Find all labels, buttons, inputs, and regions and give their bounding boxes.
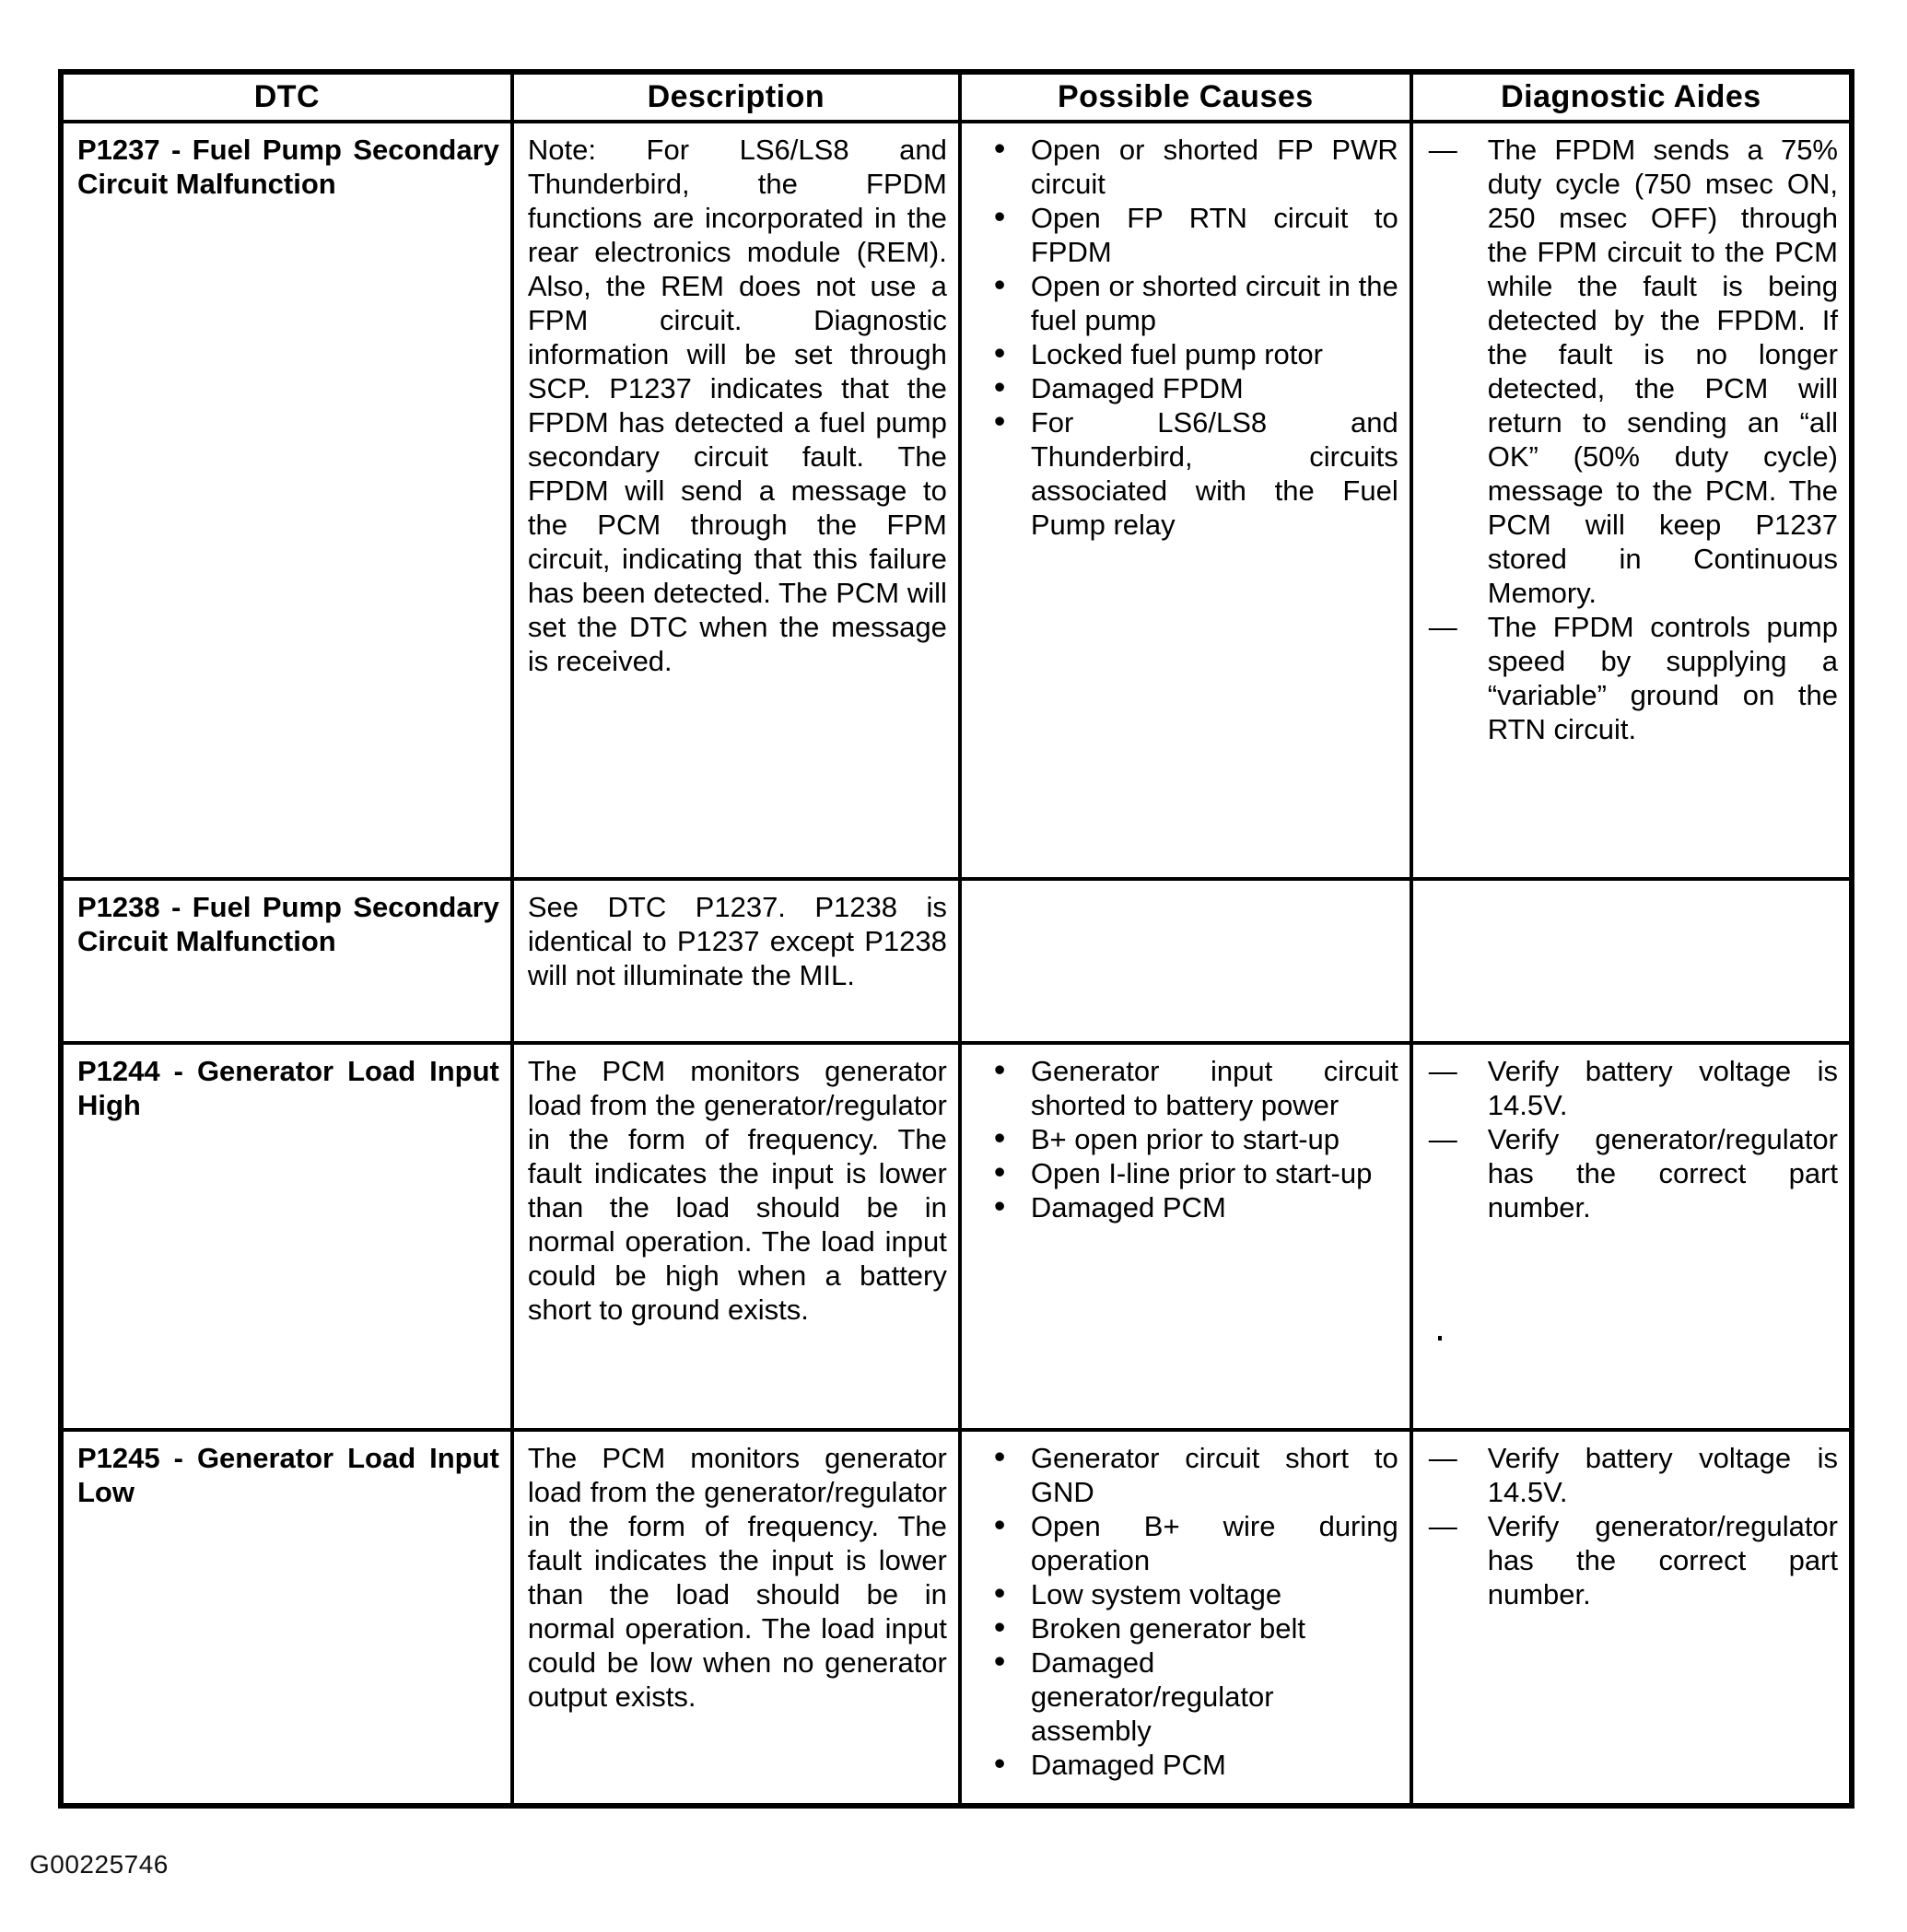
possible-causes-cell [960,1043,1411,1430]
cause-item: • Damaged generator/regulator assembly [1031,1645,1398,1748]
description-cell: See DTC P1237. P1238 is identical to P1237 except P1238 will not illuminate the MIL. [512,879,960,1043]
diagnostic-aides-cell [1411,1430,1852,1806]
cause-item: • Open or shorted circuit in the fuel pump [1031,269,1398,337]
cause-item: • B+ open prior to start-up [1031,1122,1398,1156]
description-cell: The PCM monitors generator load from the generator/regulator in the form of frequency. The fault indicates the input is lower than the load should be in normal operation. The load input could be low when no generator output exists. [512,1430,960,1806]
cause-item: • Locked fuel pump rotor [1031,337,1398,371]
dtc-table [58,69,1854,1809]
dtc-code-cell: P1245 - Generator Load Input Low [61,1430,512,1806]
cause-item: • Damaged PCM [1031,1190,1398,1224]
cause-item: • Damaged PCM [1031,1748,1398,1782]
header-diagnostic-aides: Diagnostic Aides [1411,72,1852,122]
aide-item: — Verify battery voltage is 14.5V. [1488,1054,1838,1122]
diagnostic-aides-cell [1411,879,1852,1043]
cause-item: • Generator input circuit shorted to battery power [1031,1054,1398,1122]
scan-artifact [1438,1336,1442,1341]
aide-item: — Verify battery voltage is 14.5V. [1488,1441,1838,1509]
dtc-code-cell: P1238 - Fuel Pump Secondary Circuit Malfunction [61,879,512,1043]
causes-list [976,1441,1398,1782]
aides-list [1427,1054,1838,1224]
header-dtc: DTC [61,72,512,122]
diagnostic-aides-cell [1411,1043,1852,1430]
causes-list [976,133,1398,542]
possible-causes-cell [960,1430,1411,1806]
cause-item: • For LS6/LS8 and Thunderbird, circuits associated with the Fuel Pump relay [1031,405,1398,542]
table-row [61,1430,1852,1806]
diagnostic-aides-cell [1411,122,1852,879]
causes-list [976,1054,1398,1224]
cause-item: • Generator circuit short to GND [1031,1441,1398,1509]
table-row [61,122,1852,879]
header-possible-causes: Possible Causes [960,72,1411,122]
dtc-code-cell: P1237 - Fuel Pump Secondary Circuit Malfunction [61,122,512,879]
cause-item: • Open B+ wire during operation [1031,1509,1398,1577]
cause-item: • Open I-line prior to start-up [1031,1156,1398,1190]
cause-item: • Open FP RTN circuit to FPDM [1031,201,1398,269]
figure-code: G00225746 [29,1850,169,1879]
table-header [61,72,1852,122]
table-row [61,1043,1852,1430]
aide-item: — The FPDM sends a 75% duty cycle (750 msec ON, 250 msec OFF) through the FPM circuit to the PCM while the fault is being detected by the FPDM. If the fault is no longer detected, the PCM will return to sending an “all OK” (50% duty cycle) message to the PCM. The PCM will keep P1237 stored in Continuous Memory. [1488,133,1838,610]
cause-item: • Open or shorted FP PWR circuit [1031,133,1398,201]
aide-item: — The FPDM controls pump speed by supplying a “variable” ground on the RTN circuit. [1488,610,1838,746]
possible-causes-cell [960,122,1411,879]
cause-item: • Damaged FPDM [1031,371,1398,405]
aides-list [1427,133,1838,746]
aide-item: — Verify generator/regulator has the correct part number. [1488,1122,1838,1224]
table-row [61,879,1852,1043]
description-cell: Note: For LS6/LS8 and Thunderbird, the FPDM functions are incorporated in the rear electronics module (REM). Also, the REM does not use a FPM circuit. Diagnostic information will be set through SCP. P1237 indicates that the FPDM has detected a fuel pump secondary circuit fault. The FPDM will send a message to the PCM through the FPM circuit, indicating that this failure has been detected. The PCM will set the DTC when the message is received. [512,122,960,879]
header-row [61,72,1852,122]
dtc-table-body [61,122,1852,1806]
possible-causes-cell [960,879,1411,1043]
dtc-code-cell: P1244 - Generator Load Input High [61,1043,512,1430]
aides-list [1427,1441,1838,1611]
description-cell: The PCM monitors generator load from the generator/regulator in the form of frequency. The fault indicates the input is lower than the load should be in normal operation. The load input could be high when a battery short to ground exists. [512,1043,960,1430]
aide-item: — Verify generator/regulator has the correct part number. [1488,1509,1838,1611]
header-description: Description [512,72,960,122]
cause-item: • Low system voltage [1031,1577,1398,1611]
cause-item: • Broken generator belt [1031,1611,1398,1645]
